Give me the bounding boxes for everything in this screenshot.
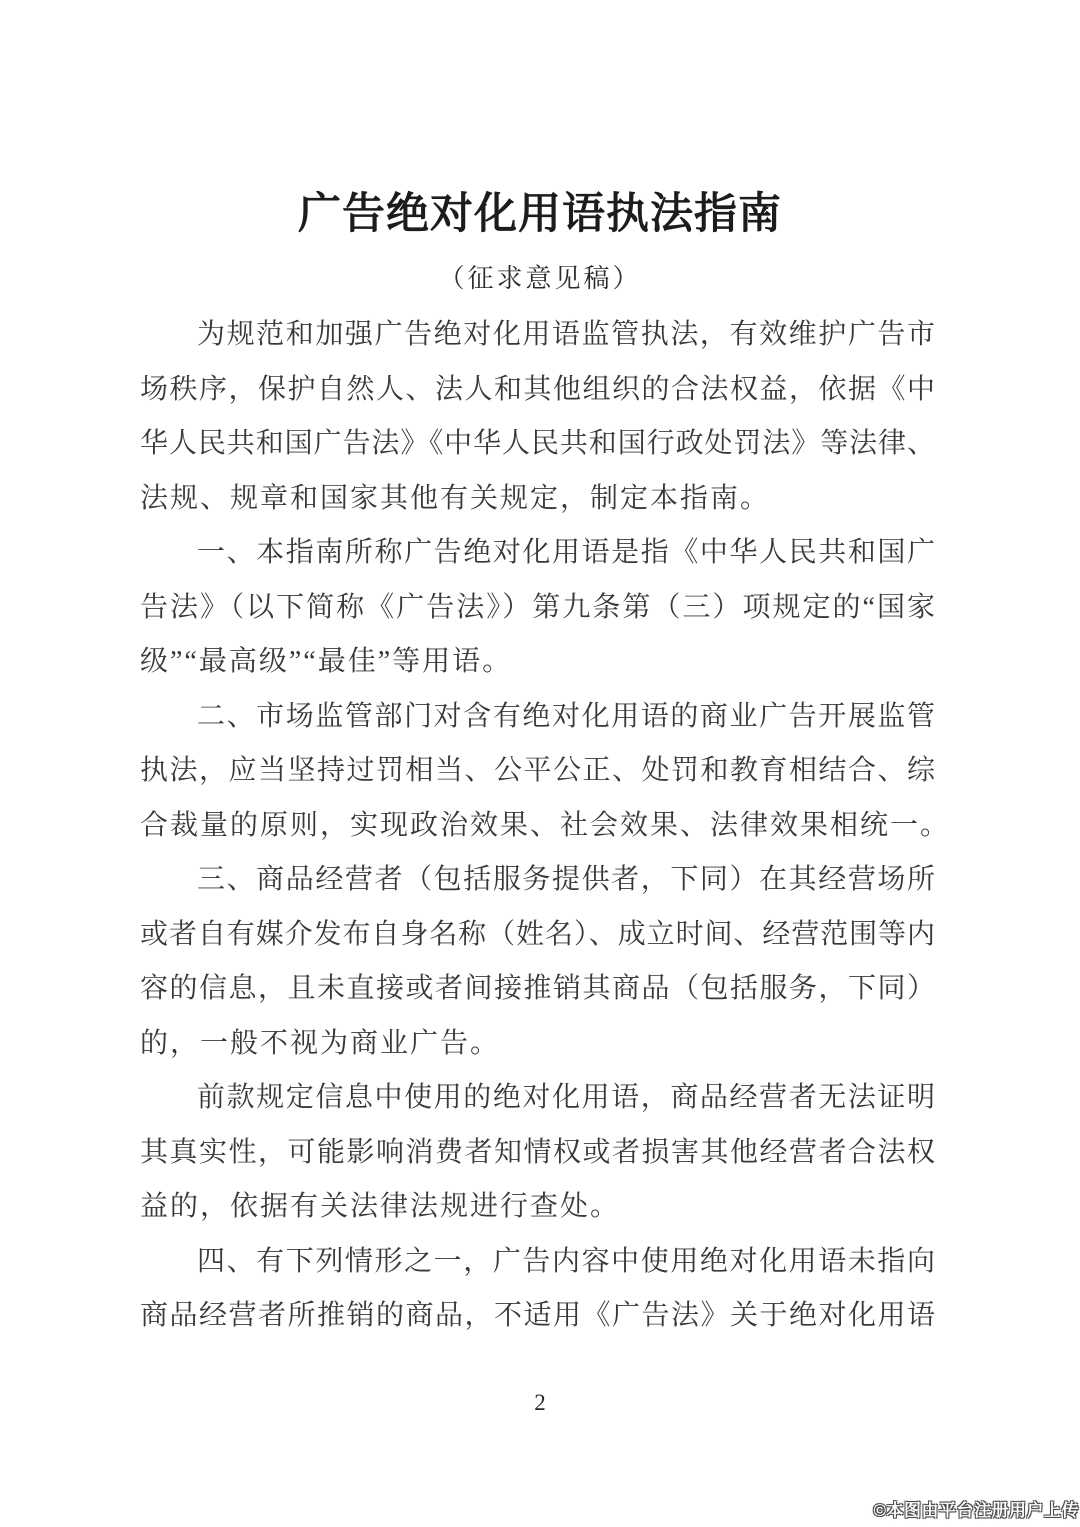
paragraph: [140, 1235, 935, 1344]
text-line: 法规、规章和国家其他有关规定，制定本指南。: [140, 482, 771, 514]
text-line: 其真实性，可能影响消费者知情权或者损害其他经营者合法权: [140, 1136, 935, 1168]
text-line: 商品经营者所推销的商品，不适用《广告法》关于绝对化用语: [140, 1300, 935, 1331]
page-number: 2: [534, 1390, 546, 1415]
page-subtitle: （征求意见稿）: [438, 264, 642, 293]
text-line: 的，一般不视为商业广告。: [140, 1027, 501, 1059]
text-line: 或者自有媒介发布自身名称（姓名）、成立时间、经营范围等内: [140, 918, 935, 950]
text-line: 二、市场监管部门对含有绝对化用语的商业广告开展监管: [197, 700, 935, 732]
document-body: [140, 308, 951, 1344]
text-line: 三、商品经营者（包括服务提供者，下同）在其经营场所: [197, 864, 935, 895]
text-line: 场秩序，保护自然人、法人和其他组织的合法权益，依据《中: [140, 373, 935, 405]
paragraph: [140, 1071, 935, 1235]
text-line: 一、本指南所称广告绝对化用语是指《中华人民共和国广: [197, 537, 935, 568]
text-line: 华人民共和国广告法》《中华人民共和国行政处罚法》等法律、: [140, 428, 935, 459]
uploader-watermark: ©本图由平台注册用户上传: [873, 1501, 1079, 1520]
text-line: 告法》（以下简称《广告法》）第九条第（三）项规定的“国家: [140, 591, 935, 623]
paragraph: [140, 690, 951, 854]
paragraph: [140, 526, 935, 690]
text-line: 合裁量的原则，实现政治效果、社会效果、法律效果相统一。: [140, 809, 951, 841]
page-title: 广告绝对化用语执法指南: [298, 191, 782, 238]
text-line: 四、有下列情形之一，广告内容中使用绝对化用语未指向: [197, 1245, 935, 1277]
text-line: 执法，应当坚持过罚相当、公平公正、处罚和教育相结合、综: [140, 755, 935, 786]
paragraph: [140, 308, 935, 526]
paragraph: [140, 853, 935, 1071]
text-line: 容的信息，且未直接或者间接推销其商品（包括服务，下同）: [140, 973, 935, 1004]
text-line: 为规范和加强广告绝对化用语监管执法，有效维护广告市: [197, 319, 935, 350]
text-line: 级”“最高级”“最佳”等用语。: [140, 646, 513, 677]
text-line: 前款规定信息中使用的绝对化用语，商品经营者无法证明: [197, 1082, 935, 1113]
text-line: 益的，依据有关法律法规进行查处。: [140, 1191, 621, 1222]
